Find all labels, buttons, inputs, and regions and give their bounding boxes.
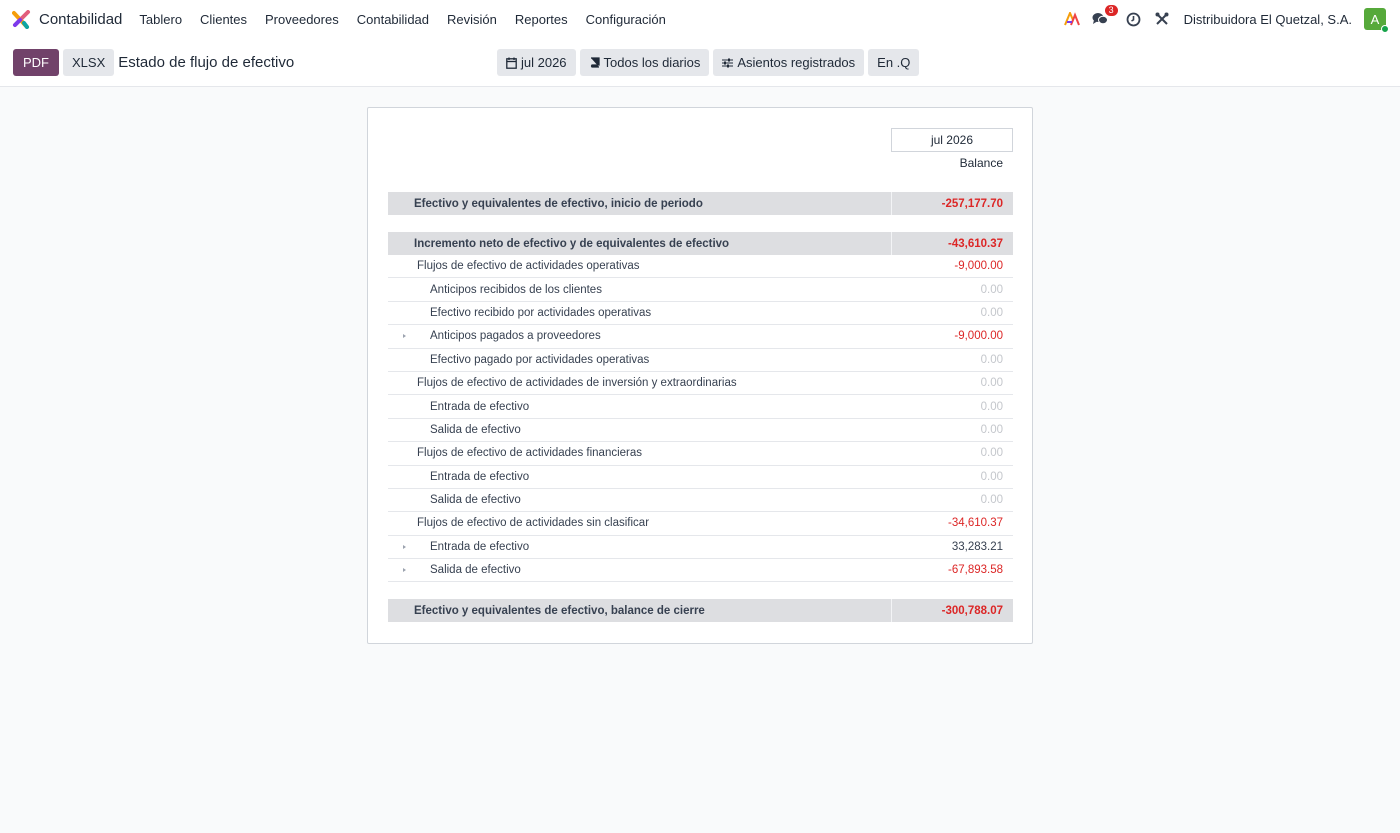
- line-label: Anticipos pagados a proveedores: [430, 330, 601, 343]
- app-name: Contabilidad: [39, 10, 123, 28]
- date-filter-button[interactable]: [497, 49, 576, 76]
- sliders-icon: [722, 58, 733, 68]
- line-label: Flujos de efectivo de actividades operativas: [417, 260, 640, 273]
- menu-item-reportes[interactable]: Reportes: [514, 11, 568, 27]
- report-line[interactable]: [388, 349, 1013, 372]
- line-amount: -67,893.58: [948, 564, 1003, 577]
- company-switcher[interactable]: Distribuidora El Quetzal, S.A.: [1183, 11, 1352, 27]
- line-label: Efectivo recibido por actividades operativas: [430, 306, 652, 319]
- menu-item-revision[interactable]: Revisión: [447, 11, 497, 27]
- line-amount: 0.00: [980, 423, 1003, 436]
- line-label: Efectivo y equivalentes de efectivo, balance de cierre: [414, 604, 705, 617]
- navbar-systray: [1064, 5, 1386, 30]
- line-label: Flujos de efectivo de actividades sin clasificar: [417, 517, 650, 530]
- report-line-financing[interactable]: [388, 442, 1013, 465]
- report-lines: [388, 192, 1013, 622]
- report-line-operating[interactable]: [388, 255, 1013, 278]
- report-line[interactable]: [388, 489, 1013, 512]
- report-line[interactable]: [388, 419, 1013, 442]
- line-amount: 0.00: [980, 494, 1003, 507]
- line-amount: 0.00: [980, 353, 1003, 366]
- messages-count-badge: 3: [1105, 5, 1118, 16]
- menu-item-clientes[interactable]: Clientes: [200, 11, 248, 27]
- line-amount: 0.00: [980, 400, 1003, 413]
- report-line-unclassified[interactable]: [388, 512, 1013, 535]
- spacer: [388, 582, 1013, 599]
- menu-item-proveedores[interactable]: Proveedores: [265, 11, 339, 27]
- currency-filter-label: En .Q: [877, 55, 911, 70]
- report-line[interactable]: [388, 302, 1013, 325]
- top-navbar: [0, 0, 1400, 38]
- line-label: Flujos de efectivo de actividades financieras: [417, 447, 643, 460]
- user-avatar[interactable]: [1364, 8, 1386, 30]
- report-line-investing[interactable]: [388, 372, 1013, 395]
- control-panel: [0, 38, 1400, 87]
- book-icon: [589, 57, 600, 68]
- report-filters: [497, 38, 919, 87]
- report-sheet: [367, 107, 1033, 644]
- currency-filter-button[interactable]: [868, 49, 919, 76]
- line-label: Entrada de efectivo: [430, 540, 530, 553]
- line-label: Incremento neto de efectivo y de equivalentes de efectivo: [414, 237, 730, 250]
- journals-filter-button[interactable]: [580, 49, 710, 76]
- line-amount: 0.00: [980, 377, 1003, 390]
- report-line[interactable]: [388, 278, 1013, 301]
- accounting-app-icon: [12, 10, 31, 29]
- report-line-expandable[interactable]: [388, 536, 1013, 559]
- line-amount: -34,610.37: [948, 517, 1003, 530]
- report-line-net-increase[interactable]: [388, 232, 1013, 255]
- line-label: Salida de efectivo: [430, 564, 521, 577]
- ai-assistant-icon[interactable]: [1064, 11, 1080, 27]
- line-amount: -9,000.00: [954, 330, 1003, 343]
- calendar-icon: [506, 57, 517, 69]
- line-amount: -43,610.37: [891, 232, 1013, 255]
- expand-caret-icon[interactable]: [403, 545, 406, 549]
- line-label: Anticipos recibidos de los clientes: [430, 283, 602, 296]
- line-label: Entrada de efectivo: [430, 470, 530, 483]
- main-menu: [130, 12, 674, 27]
- report-line-expandable[interactable]: [388, 559, 1013, 582]
- online-status-dot: [1381, 25, 1389, 33]
- page-title: Estado de flujo de efectivo: [118, 53, 295, 71]
- report-line-opening-balance[interactable]: [388, 192, 1013, 215]
- debug-tools-icon[interactable]: [1154, 11, 1170, 27]
- line-amount: 0.00: [980, 283, 1003, 296]
- report-line[interactable]: [388, 466, 1013, 489]
- line-amount: 33,283.21: [951, 540, 1003, 553]
- expand-caret-icon[interactable]: [403, 568, 406, 572]
- menu-item-configuracion[interactable]: Configuración: [585, 11, 666, 27]
- line-amount: 0.00: [980, 470, 1003, 483]
- balance-column-subheader: Balance: [959, 156, 1003, 170]
- spacer: [388, 215, 1013, 232]
- line-label: Salida de efectivo: [430, 423, 521, 436]
- period-column-header[interactable]: jul 2026: [891, 128, 1013, 152]
- app-brand[interactable]: [12, 10, 122, 29]
- report-line-expandable[interactable]: [388, 325, 1013, 348]
- line-label: Flujos de efectivo de actividades de inversión y extraordinarias: [417, 377, 737, 390]
- date-filter-label: jul 2026: [521, 55, 567, 70]
- line-label: Efectivo y equivalentes de efectivo, inicio de periodo: [414, 197, 703, 210]
- expand-caret-icon[interactable]: [403, 334, 406, 338]
- entries-filter-button[interactable]: [713, 49, 864, 76]
- line-label: Salida de efectivo: [430, 494, 521, 507]
- report-line-closing-balance[interactable]: [388, 599, 1013, 622]
- export-pdf-button[interactable]: PDF: [13, 49, 59, 76]
- menu-item-tablero[interactable]: Tablero: [139, 11, 183, 27]
- activity-clock-icon[interactable]: [1126, 11, 1142, 27]
- journals-filter-label: Todos los diarios: [603, 55, 701, 70]
- line-amount: -300,788.07: [891, 599, 1013, 622]
- line-amount: -257,177.70: [891, 192, 1013, 215]
- line-amount: 0.00: [980, 447, 1003, 460]
- line-amount: 0.00: [980, 306, 1003, 319]
- line-amount: -9,000.00: [954, 260, 1003, 273]
- entries-filter-label: Asientos registrados: [737, 55, 856, 70]
- line-label: Entrada de efectivo: [430, 400, 530, 413]
- messages-icon[interactable]: [1092, 5, 1114, 27]
- report-line[interactable]: [388, 395, 1013, 418]
- line-label: Efectivo pagado por actividades operativas: [430, 353, 650, 366]
- export-xlsx-button[interactable]: XLSX: [63, 49, 114, 76]
- avatar-letter: A: [1370, 11, 1380, 27]
- menu-item-contabilidad[interactable]: Contabilidad: [356, 11, 430, 27]
